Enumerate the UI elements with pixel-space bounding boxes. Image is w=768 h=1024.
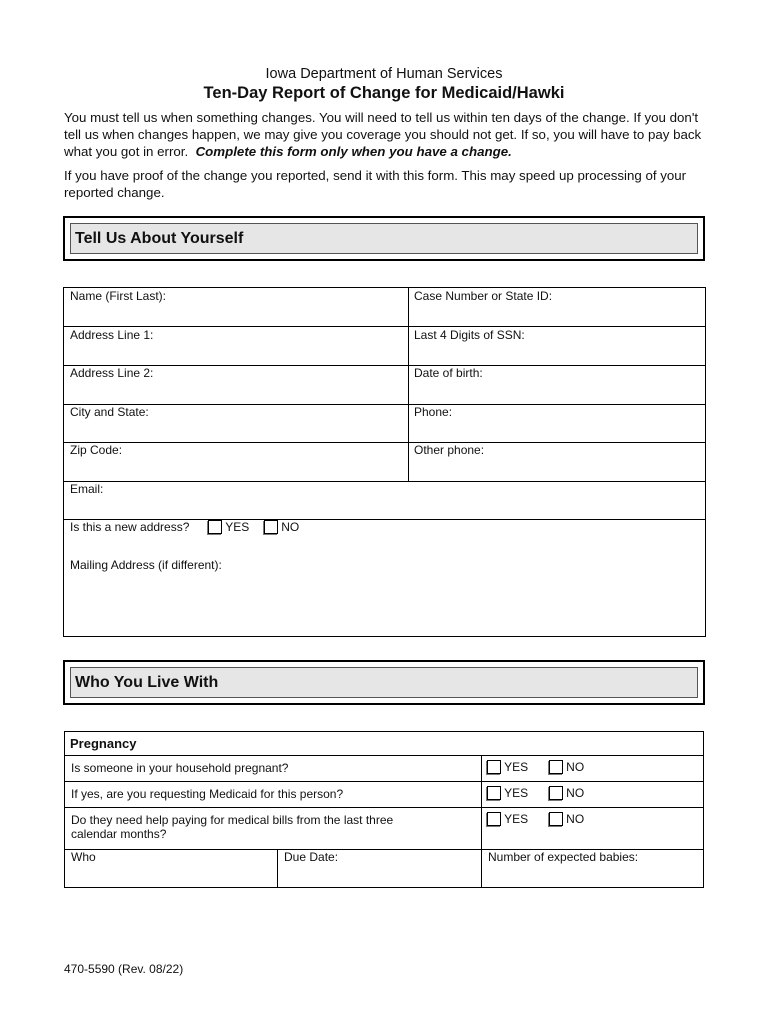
medicaid-request-answer	[487, 786, 697, 800]
new-address-question: Is this a new address?	[70, 520, 190, 534]
medical-bills-yes-checkbox[interactable]	[487, 812, 501, 826]
ssn-label: Last 4 Digits of SSN:	[414, 328, 525, 342]
address-line-2-field[interactable]	[70, 366, 400, 402]
mailing-address-field[interactable]	[70, 558, 700, 630]
medical-bills-question: Do they need help paying for medical bills from the last three calendar months?	[71, 813, 394, 841]
other-phone-label: Other phone:	[414, 443, 485, 457]
section-header-yourself	[63, 216, 705, 261]
who-field[interactable]	[71, 850, 271, 886]
intro-text: You must tell us when something changes. You will need to tell us within ten days of the change. If you don't tell us when changes happen, we may give you coverage you should not get. If so, you will have to pay back what you got in error.	[64, 110, 702, 159]
expected-babies-field[interactable]	[488, 850, 698, 886]
column-divider	[408, 288, 409, 481]
pregnant-answer	[487, 760, 697, 774]
yes-label: YES	[504, 812, 529, 826]
other-phone-field[interactable]	[414, 443, 699, 479]
yes-label: YES	[504, 760, 529, 774]
personal-info-grid	[63, 287, 706, 637]
date-of-birth-field[interactable]	[414, 366, 699, 402]
city-state-field[interactable]	[70, 405, 400, 441]
no-label: NO	[281, 520, 300, 534]
section-title: Tell Us About Yourself	[75, 229, 244, 247]
expected-babies-label: Number of expected babies:	[488, 850, 639, 864]
row-divider	[65, 755, 703, 756]
phone-label: Phone:	[414, 405, 453, 419]
city-state-label: City and State:	[70, 405, 149, 419]
name-label: Name (First Last):	[70, 289, 167, 303]
pregnancy-heading: Pregnancy	[70, 736, 137, 751]
phone-field[interactable]	[414, 405, 699, 441]
section-title: Who You Live With	[75, 673, 219, 691]
medicaid-request-yes-checkbox[interactable]	[487, 786, 501, 800]
email-field[interactable]	[70, 482, 700, 517]
new-address-no-checkbox[interactable]	[264, 520, 278, 534]
row-divider	[64, 326, 705, 327]
intro-paragraph	[64, 110, 714, 160]
address-line-2-label: Address Line 2:	[70, 366, 154, 380]
zip-code-field[interactable]	[70, 443, 400, 479]
address-line-1-label: Address Line 1:	[70, 328, 154, 342]
yes-label: YES	[225, 520, 250, 534]
intro-emphasis: Complete this form only when you have a change.	[195, 143, 512, 159]
form-title: Ten-Day Report of Change for Medicaid/Hawki	[203, 84, 565, 102]
pregnant-question: Is someone in your household pregnant?	[71, 761, 289, 775]
medical-bills-no-checkbox[interactable]	[549, 812, 563, 826]
mailing-address-label: Mailing Address (if different):	[70, 558, 222, 572]
new-address-row	[70, 520, 700, 538]
case-number-field[interactable]	[414, 289, 699, 325]
email-label: Email:	[70, 482, 104, 496]
no-label: NO	[566, 812, 585, 826]
agency-name: Iowa Department of Human Services	[265, 66, 503, 82]
zip-code-label: Zip Code:	[70, 443, 123, 457]
pregnant-yes-checkbox[interactable]	[487, 760, 501, 774]
column-divider	[481, 755, 482, 888]
due-date-label: Due Date:	[284, 850, 339, 864]
pregnancy-table	[64, 731, 704, 888]
no-label: NO	[566, 786, 585, 800]
section-header-household	[63, 660, 705, 705]
new-address-yes-checkbox[interactable]	[208, 520, 222, 534]
name-field[interactable]	[70, 289, 400, 325]
row-divider	[65, 807, 703, 808]
address-line-1-field[interactable]	[70, 328, 400, 364]
pregnant-no-checkbox[interactable]	[549, 760, 563, 774]
ssn-field[interactable]	[414, 328, 699, 364]
yes-label: YES	[504, 786, 529, 800]
medicaid-request-question: If yes, are you requesting Medicaid for this person?	[71, 787, 344, 801]
column-divider	[277, 849, 278, 888]
who-label: Who	[71, 850, 96, 864]
medical-bills-answer	[487, 812, 697, 826]
date-of-birth-label: Date of birth:	[414, 366, 483, 380]
case-number-label: Case Number or State ID:	[414, 289, 553, 303]
proof-paragraph: If you have proof of the change you reported, send it with this form. This may speed up processing of your reported change.	[64, 168, 687, 200]
medicaid-request-no-checkbox[interactable]	[549, 786, 563, 800]
no-label: NO	[566, 760, 585, 774]
due-date-field[interactable]	[284, 850, 474, 886]
row-divider	[65, 781, 703, 782]
form-number: 470-5590 (Rev. 08/22)	[64, 962, 184, 976]
